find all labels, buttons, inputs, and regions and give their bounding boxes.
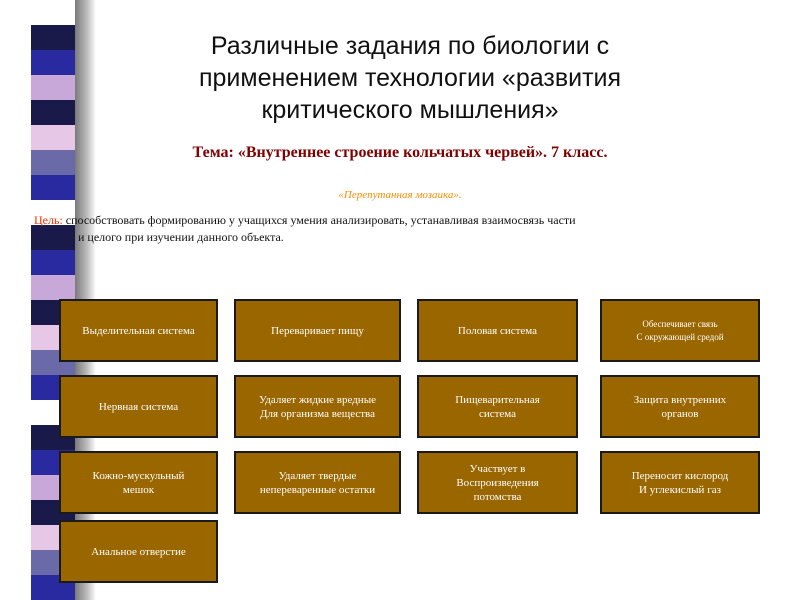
card-excretory-system[interactable]	[59, 299, 218, 362]
card-label: Пищеварительная	[455, 393, 540, 406]
card-digests-food[interactable]	[234, 299, 401, 362]
card-label: Для организма вещества	[260, 407, 375, 420]
card-label: Половая система	[457, 324, 538, 337]
card-label: непереваренные остатки	[259, 483, 376, 496]
card-transports-gases[interactable]	[600, 451, 760, 514]
checker-square	[31, 25, 75, 50]
card-participates-reproduction[interactable]	[417, 451, 578, 514]
card-label: потомства	[473, 490, 522, 503]
checker-square	[31, 150, 75, 175]
card-label: Кожно-мускульный	[92, 469, 185, 482]
slide-left-margin	[0, 0, 31, 600]
goal-line-1: способствовать формированию у учащихся умения анализировать, устанавливая взаимосвязь части	[62, 213, 576, 227]
card-label: Переваривает пищу	[271, 324, 364, 337]
card-digestive-system[interactable]	[417, 375, 578, 438]
card-label: Обеспечивает связь	[642, 318, 718, 329]
card-label: Воспроизведения	[456, 476, 539, 489]
card-label: Анальное отверстие	[91, 545, 186, 558]
card-label: Удаляет твердые	[278, 469, 357, 482]
goal-text	[34, 212, 754, 246]
card-environment-link[interactable]	[600, 299, 760, 362]
slide-title	[150, 30, 670, 126]
card-label: Защита внутренних	[633, 393, 727, 406]
checker-square	[31, 75, 75, 100]
card-label: Выделительная система	[82, 324, 195, 337]
card-label: органов	[661, 407, 699, 420]
card-protects-organs[interactable]	[600, 375, 760, 438]
card-reproductive-system[interactable]	[417, 299, 578, 362]
goal-label: Цель:	[34, 213, 63, 227]
card-label: система	[478, 407, 517, 420]
checker-square	[31, 250, 75, 275]
card-label: С окружающей средой	[636, 331, 724, 342]
topic-subtitle: Тема: «Внутреннее строение кольчатых червей». 7 класс.	[192, 144, 608, 161]
card-muscle-sac[interactable]	[59, 451, 218, 514]
card-anal-opening[interactable]	[59, 520, 218, 583]
goal-line-2: и целого при изучении данного объекта.	[78, 230, 284, 244]
checker-square	[31, 125, 75, 150]
card-removes-solid-waste[interactable]	[234, 451, 401, 514]
card-label: Нервная система	[98, 400, 179, 413]
checker-square	[31, 0, 75, 25]
checker-square	[31, 175, 75, 200]
card-label: Участвует в	[469, 462, 526, 475]
card-label: И углекислый газ	[639, 483, 721, 496]
card-nervous-system[interactable]	[59, 375, 218, 438]
card-label: Удаляет жидкие вредные	[259, 393, 376, 406]
card-label: мешок	[122, 483, 155, 496]
title-line-1: Различные задания по биологии с	[210, 32, 610, 60]
game-name: «Перепутанная мозаика».	[338, 189, 462, 201]
checker-square	[31, 50, 75, 75]
checker-square	[31, 100, 75, 125]
title-line-3: критического мышления»	[261, 96, 559, 124]
title-line-2: применением технологии «развития	[198, 64, 622, 92]
card-removes-liquid-waste[interactable]	[234, 375, 401, 438]
card-label: Переносит кислород	[631, 469, 729, 482]
checker-square	[31, 275, 75, 300]
